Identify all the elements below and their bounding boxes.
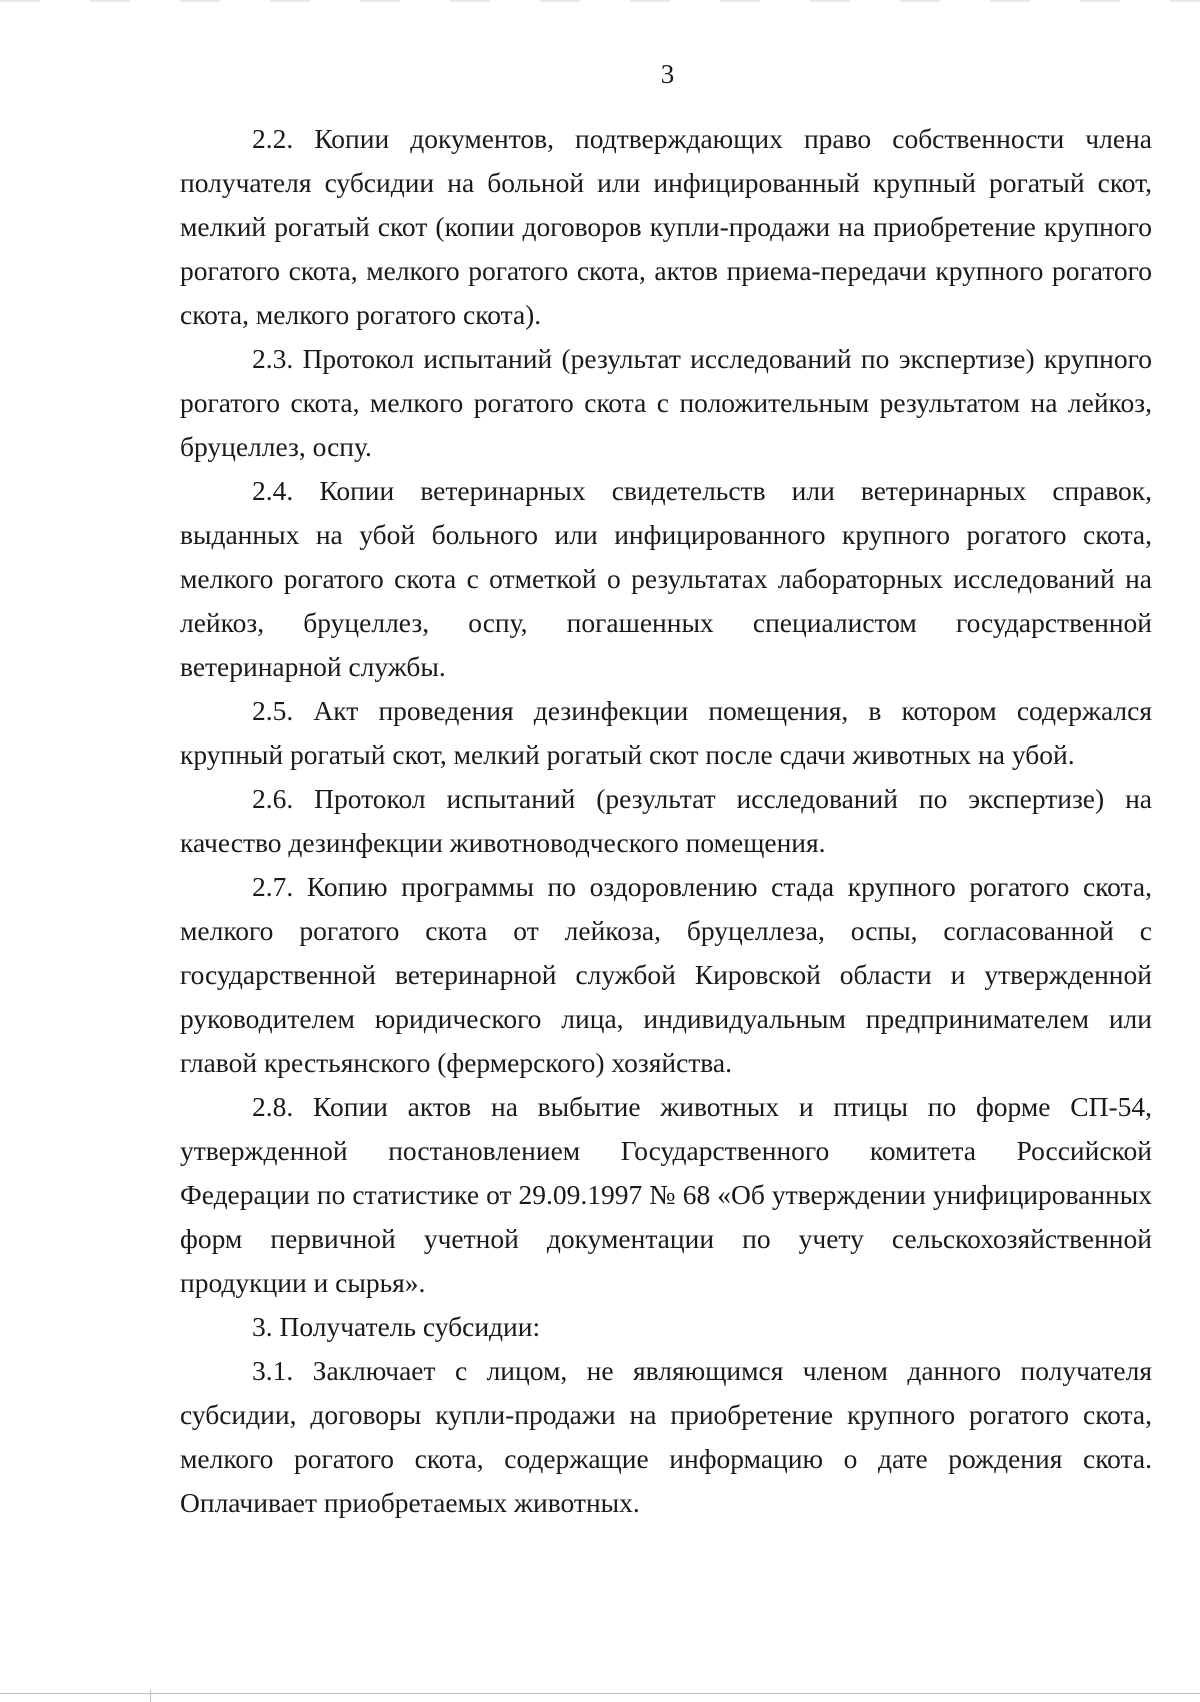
document-body	[180, 117, 1152, 1525]
paragraph-2-3: 2.3. Протокол испытаний (результат исследований по экспертизе) крупного рогатого скота, мелкого рогатого скота с положительным результатом на лейкоз, бруцеллез, оспу.	[180, 343, 1152, 462]
scan-artifact-tick	[150, 1690, 151, 1702]
paragraph-2-6: 2.6. Протокол испытаний (результат исследований по экспертизе) на качество дезинфекции животноводческого помещения.	[180, 783, 1152, 858]
scan-artifact-top	[0, 0, 1200, 2]
paragraph-2-5: 2.5. Акт проведения дезинфекции помещения, в котором содержался крупный рогатый скот, мелкий рогатый скот после сдачи животных на убой.	[180, 695, 1152, 770]
paragraph-3-1: 3.1. Заключает с лицом, не являющимся членом данного получателя субсидии, договоры купли-продажи на приобретение крупного рогатого скота, мелкого рогатого скота, содержащие информацию о дате рождения скота. Оплачивает приобретаемых животных.	[180, 1355, 1152, 1518]
paragraph-2-8: 2.8. Копии актов на выбытие животных и птицы по форме СП-54, утвержденной постановлением Государственного комитета Российской Федерации по статистике от 29.09.1997 № 68 «Об утверждении унифицированных форм первичной учетной документации по учету сельскохозяйственной продукции и сырья».	[180, 1091, 1152, 1298]
paragraph-2-7: 2.7. Копию программы по оздоровлению стада крупного рогатого скота, мелкого рогатого скота от лейкоза, бруцеллеза, оспы, согласованной с государственной ветеринарной службой Кировской области и утвержденной руководителем юридического лица, индивидуальным предпринимателем или главой крестьянского (фермерского) хозяйства.	[180, 871, 1152, 1078]
paragraph-3: 3. Получатель субсидии:	[252, 1311, 541, 1342]
paragraph-2-4: 2.4. Копии ветеринарных свидетельств или ветеринарных справок, выданных на убой больного или инфицированного крупного рогатого скота, мелкого рогатого скота с отметкой о результатах лабораторных исследований на лейкоз, бруцеллез, оспу, погашенных специалистом государственной ветеринарной службы.	[180, 475, 1152, 682]
scan-artifact-bottom	[0, 1693, 1200, 1694]
page-number: 3	[660, 59, 675, 89]
paragraph-2-2: 2.2. Копии документов, подтверждающих право собственности члена получателя субсидии на больной или инфицированный крупный рогатый скот, мелкий рогатый скот (копии договоров купли-продажи на приобретение крупного рогатого скота, мелкого рогатого скота, актов приема-передачи крупного рогатого скота, мелкого рогатого скота).	[180, 123, 1152, 330]
